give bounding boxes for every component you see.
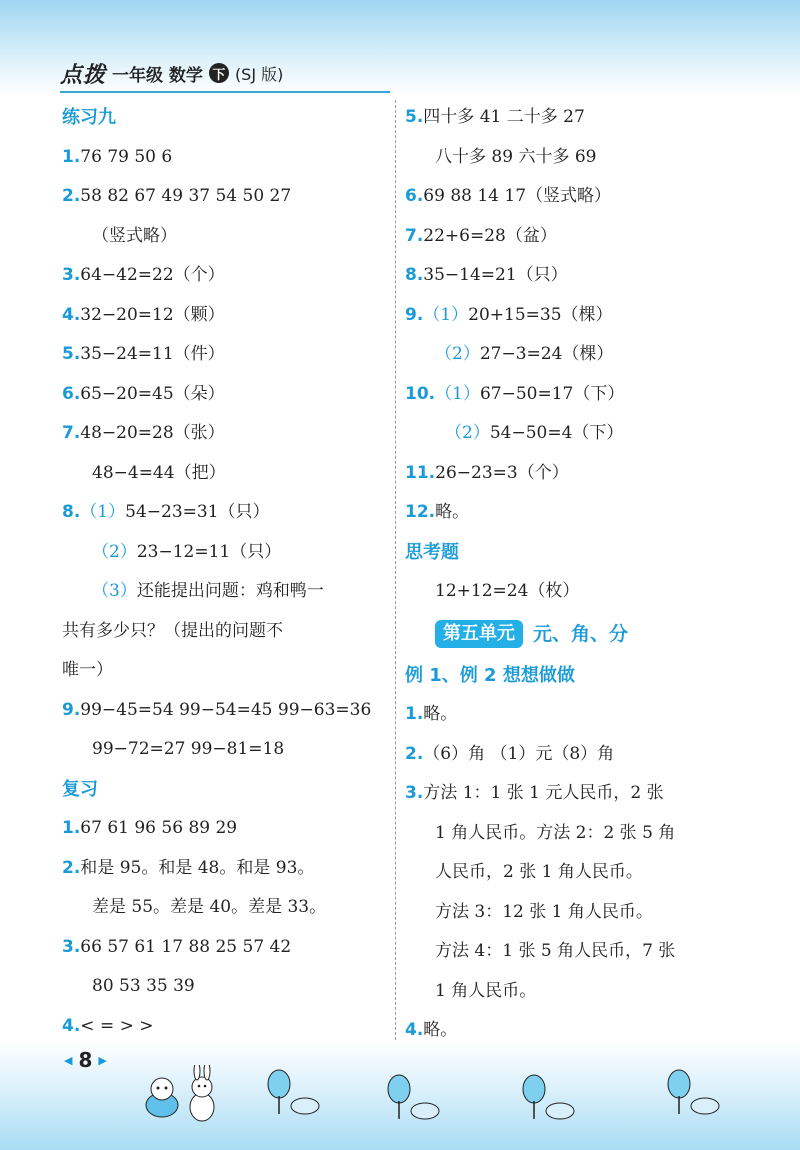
answer-text: 20+15=35（棵） [468,304,613,325]
question-number: 4. [62,304,81,325]
answer-text: 方法 4：1 张 5 角人民币，7 张 [435,941,676,961]
answer-text: 1 角人民币。方法 2：2 张 5 角 [435,822,676,843]
answer-line [62,888,392,928]
answer-line [62,533,392,573]
page-number-value: 8 [78,1048,93,1072]
answer-line [62,612,392,652]
question-number: 8. [62,502,81,522]
question-number: 9. [62,699,81,720]
answer-line [405,932,745,972]
question-number: 3. [62,265,81,285]
answer-line [405,893,745,933]
answer-text: 略。 [423,1020,458,1040]
unit-name: 元、角、分 [533,622,629,645]
answer-line [62,691,392,731]
answer-text: 唯一） [62,660,113,680]
sub-question-number: （2） [435,344,480,364]
answer-text: 32−20=12（颗） [80,304,225,325]
answer-text: 1 角人民币。 [435,980,537,1001]
unit-title [405,612,745,656]
answer-line [62,335,392,375]
answer-text: （6）角 （1）元（8）角 [423,743,615,764]
answer-line [405,774,745,814]
volume-badge: 下 [209,63,229,83]
answer-line [62,414,392,454]
question-number: 5. [62,344,81,364]
question-number: 1. [62,146,81,167]
answer-line [405,735,745,775]
answer-text: 方法 3：12 张 1 角人民币。 [435,901,653,922]
question-number: 2. [62,186,81,206]
sub-question-number: （3） [92,581,137,601]
section-heading: 思考题 [405,541,459,563]
answer-line [405,177,745,217]
answer-line [405,414,745,454]
answer-line [405,375,745,415]
answer-line [62,809,392,849]
answer-line [405,493,745,533]
answer-text: 差是 55。差是 40。差是 33。 [92,897,327,917]
answer-text: 35−14=21（只） [423,265,568,285]
answer-text: 35−24=11（件） [80,344,225,364]
answer-text: 方法 1：1 张 1 元人民币，2 张 [423,783,664,803]
question-number: 10. [405,383,436,404]
question-number: 6. [405,186,424,206]
answer-text: 还能提出问题：鸡和鸭一 [136,581,324,601]
tree-icon [520,1073,580,1123]
answer-text: 22+6=28（盆） [423,225,557,246]
right-triangle-icon: ▶ [98,1053,107,1067]
section-heading: 练习九 [62,107,116,128]
question-number: 1. [62,818,81,838]
answer-text: 27−3=24（棵） [479,344,614,364]
answer-text: （竖式略） [92,225,177,246]
answer-line [62,217,392,257]
edition-label: (SJ 版) [234,64,284,84]
answer-line [405,98,745,138]
answer-line [405,814,745,854]
answer-line [62,967,392,1007]
question-number: 2. [405,743,424,764]
answer-line [62,177,392,217]
answer-line [62,651,392,691]
answer-text: 48−20=28（张） [80,423,225,443]
book-header [60,55,340,91]
sub-question-number: （1） [80,502,126,522]
answer-line [405,335,745,375]
question-number: 2. [62,857,81,878]
sub-question-number: （1） [423,304,469,325]
answer-line [62,493,392,533]
question-number: 9. [405,304,424,325]
answer-line [62,928,392,968]
right-answer-column [405,98,745,1051]
question-number: 4. [405,1020,424,1040]
answer-line [405,256,745,296]
question-number: 6. [62,383,81,404]
answer-line [405,454,745,494]
answer-text: 八十多 89 六十多 69 [435,146,597,167]
tree-icon [665,1068,725,1118]
question-number: 12. [405,502,436,522]
answer-line [62,730,392,770]
answer-text: 和是 95。和是 48。和是 93。 [80,857,315,878]
header-underline [60,91,390,93]
answer-text: 67−50=17（下） [479,383,625,404]
answer-text: 共有多少只？（提出的问题不 [62,620,283,641]
answer-text: 65−20=45（朵） [80,383,225,404]
question-number: 1. [405,704,424,724]
question-number: 4. [62,1015,81,1036]
page-number [64,1048,107,1072]
answer-text: 48−4=44（把） [92,462,226,483]
cartoon-animals-icon [140,1065,230,1125]
answer-line [405,695,745,735]
answer-text: 人民币，2 张 1 角人民币。 [435,862,643,882]
answer-text: 99−45=54 99−54=45 99−63=36 [80,699,372,720]
answer-line [405,217,745,257]
answer-text: 76 79 50 6 [80,146,173,167]
answer-line [405,972,745,1012]
publisher-logo: 点拨 [60,61,107,88]
answer-line [405,138,745,178]
answer-line [62,849,392,889]
answer-text: < = > > [80,1015,154,1036]
answer-line [62,375,392,415]
left-triangle-icon: ◀ [64,1053,73,1067]
question-number: 11. [405,462,436,483]
answer-line [405,853,745,893]
left-answer-column [62,98,392,1046]
answer-line [62,454,392,494]
answer-text: 64−42=22（个） [80,265,225,285]
answer-text: 略。 [435,502,470,522]
answer-text: 四十多 41 二十多 27 [423,107,585,127]
answer-line [405,572,745,612]
answer-text: 26−23=3（个） [435,462,569,483]
tree-icon [385,1073,445,1123]
answer-text: 69 88 14 17（竖式略） [423,186,612,206]
answer-text: 58 82 67 49 37 54 50 27 [80,186,292,206]
answer-line [62,138,392,178]
answer-text: 54−23=31（只） [125,502,270,522]
question-number: 3. [405,783,424,803]
question-number: 3. [62,936,81,957]
question-number: 7. [405,225,424,246]
answer-line [405,296,745,336]
column-divider [395,100,396,1045]
answer-line [62,256,392,296]
answer-text: 略。 [423,704,458,724]
unit-badge: 第五单元 [435,620,523,648]
answer-text: 23−12=11（只） [136,541,282,562]
answer-text: 99−72=27 99−81=18 [92,739,285,759]
tree-icon [265,1068,325,1118]
answer-text: 54−50=4（下） [489,423,624,443]
sub-question-number: （1） [435,383,480,404]
section-heading: 复习 [62,778,98,800]
sub-question-number: （2） [92,541,137,562]
answer-text: 80 53 35 39 [92,976,195,996]
answer-text: 12+12=24（枚） [435,581,580,601]
question-number: 8. [405,265,424,285]
answer-line [62,296,392,336]
question-number: 7. [62,423,81,443]
answer-text: 66 57 61 17 88 25 57 42 [80,936,292,957]
book-title: 一年级 数学 [112,65,203,86]
answer-text: 67 61 96 56 89 29 [80,818,238,838]
section-heading: 例 1、例 2 想想做做 [405,664,575,686]
question-number: 5. [405,107,424,127]
answer-line [62,572,392,612]
sub-question-number: （2） [445,423,490,443]
